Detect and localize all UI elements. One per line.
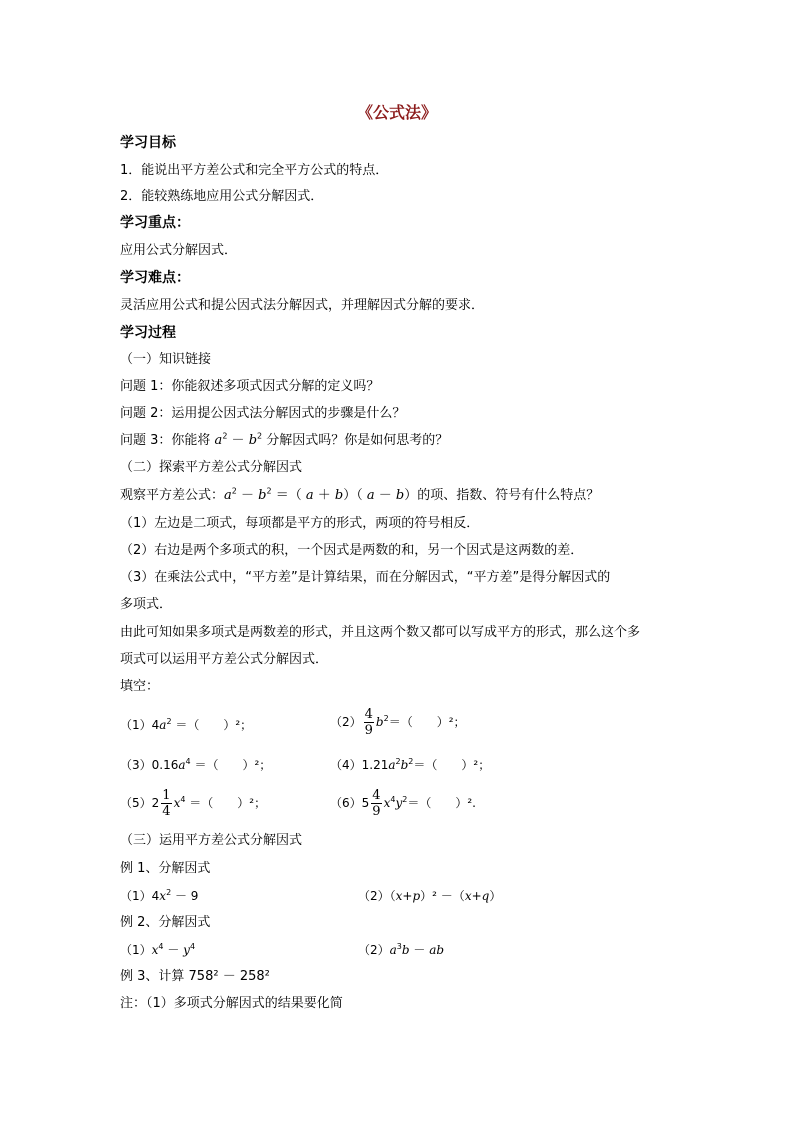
document-title: 《公式法》: [356, 103, 437, 122]
goal-2: 2．能较熟练地应用公式分解因式．: [120, 189, 324, 204]
example-1-item-1: $(1)4x^2 - 9$: [120, 888, 199, 903]
heading-difficulties: 学习难点：: [120, 270, 190, 286]
heading-learning-process: 学习过程: [120, 325, 176, 341]
point-3-line-1: （3）在乘法公式中，“平方差”是计算结果，而在分解因式，“平方差”是得分解因式的: [120, 570, 611, 585]
fraction: $\frac{4}{9}$: [372, 788, 381, 819]
fill-item-4: $(4)1.21a^2b^2=$（ ）²；: [330, 757, 491, 772]
difficulties-text: 灵活应用公式和提公因式法分解因式，并理解因式分解的要求．: [120, 298, 485, 313]
point-2: （2）右边是两个多项式的积，一个因式是两数的和，另一个因式是这两数的差．: [120, 543, 584, 558]
fill-in-label: 填空：: [120, 679, 160, 694]
fill-item-2: （2） $\frac{4}{9}$ $b^2=$（ ）²；: [330, 707, 466, 738]
point-1: （1）左边是二项式，每项都是平方的形式，两项的符号相反．: [120, 516, 480, 531]
fill-item-6: （6）5 $\frac{4}{9}$ $x^4y^2=$（ ）².: [330, 788, 476, 819]
fraction: $\frac{4}{9}$: [364, 707, 373, 738]
example-1-item-2: （2）（x+p）² －（x+q）: [358, 889, 502, 903]
math-a: a: [214, 433, 223, 448]
conclusion-line-2: 项式可以运用平方差公式分解因式．: [120, 652, 329, 667]
section-1-title: （一）知识链接: [120, 352, 212, 367]
example-1-title: 例 1、分解因式: [120, 861, 211, 876]
note: 注：（1）多项式分解因式的结果要化简: [120, 996, 343, 1011]
heading-key-points: 学习重点：: [120, 215, 190, 231]
example-2-title: 例 2、分解因式: [120, 915, 211, 930]
goal-1: 1．能说出平方差公式和完全平方公式的特点．: [120, 163, 389, 178]
question-1: 问题 1：你能叙述多项式因式分解的定义吗？: [120, 379, 380, 394]
section-3-title: （三）运用平方差公式分解因式: [120, 833, 303, 848]
example-2-item-1: $(1)x^4 - y^4$: [120, 942, 196, 957]
question-2: 问题 2：运用提公因式法分解因式的步骤是什么？: [120, 406, 406, 421]
section-2-title: （二）探索平方差公式分解因式: [120, 460, 303, 475]
key-points-text: 应用公式分解因式．: [120, 243, 238, 258]
heading-learning-goals: 学习目标: [120, 135, 176, 151]
example-3: 例 3、计算 758² － 258²: [120, 969, 270, 984]
conclusion-line-1: 由此可知如果多项式是两数差的形式，并且这两个数又都可以写成平方的形式，那么这个多: [120, 625, 641, 640]
observe-formula: 观察平方差公式：$a^2 - b^2$ ＝（ a ＋ b）（ a － b）的项、指数、符号有什么特点？: [120, 486, 600, 503]
point-3-line-2: 多项式．: [120, 597, 173, 612]
fill-item-1: $(1)4a^2$ ＝（ ）²；: [120, 717, 253, 732]
math-b: b: [248, 433, 258, 448]
example-2-item-2: $(2)a^3b$ － ab: [358, 942, 445, 957]
fraction: $\frac{1}{4}$: [162, 788, 171, 819]
fill-item-3: $(3)0.16a^4$ ＝（ ）²；: [120, 757, 272, 772]
fill-item-5: （5）2 $\frac{1}{4}$ $x^4$ ＝（ ）²；: [120, 788, 267, 819]
question-3: 问题 3：你能将 $a^2 - b^2$ 分解因式吗？你是如何思考的？: [120, 431, 449, 448]
